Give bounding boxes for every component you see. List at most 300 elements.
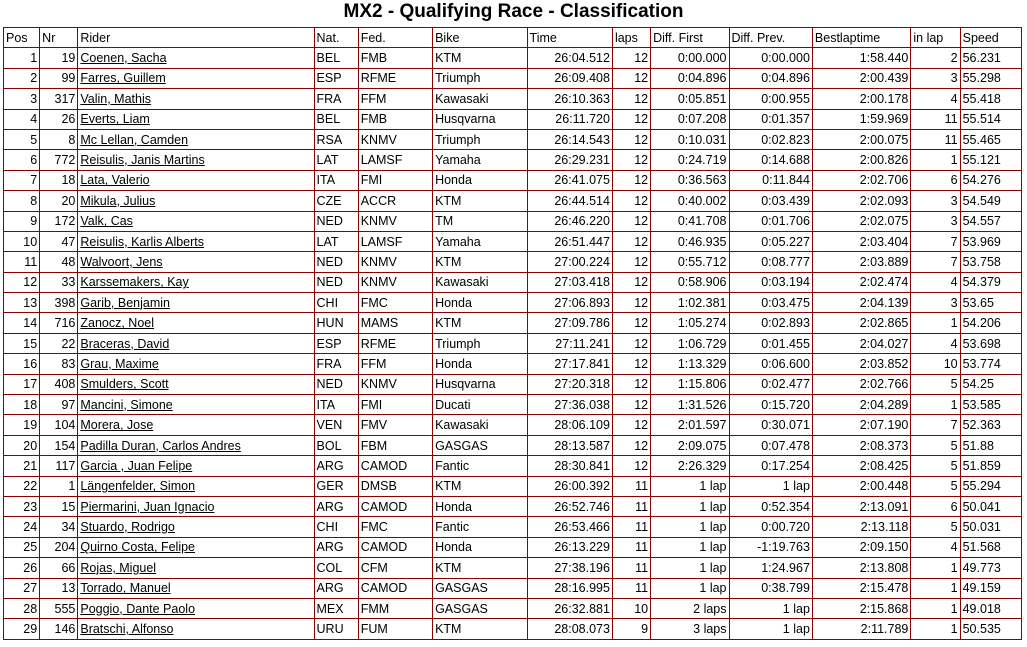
cell-fed: FMM — [358, 598, 432, 618]
cell-diff-first: 1:05.274 — [651, 313, 729, 333]
cell-nat: NED — [314, 211, 358, 231]
cell-bestlaptime: 2:04.027 — [812, 333, 910, 353]
cell-in-lap: 4 — [911, 272, 960, 292]
cell-pos: 11 — [4, 252, 40, 272]
cell-diff-prev: 0:02.823 — [729, 129, 812, 149]
cell-rider — [78, 211, 314, 231]
cell-diff-prev: 0:01.357 — [729, 109, 812, 129]
rider-link[interactable]: Torrado, Manuel — [80, 581, 171, 596]
classification-rows — [4, 48, 1022, 639]
cell-speed: 54.25 — [960, 374, 1021, 394]
cell-diff-first: 3 laps — [651, 619, 729, 639]
cell-time: 28:16.995 — [527, 578, 612, 598]
cell-bestlaptime: 2:02.075 — [812, 211, 910, 231]
header-row — [4, 28, 1022, 48]
table-row — [4, 374, 1022, 394]
cell-bestlaptime: 2:02.706 — [812, 170, 910, 190]
cell-speed: 55.418 — [960, 89, 1021, 109]
cell-nat: LAT — [314, 150, 358, 170]
cell-nat: GER — [314, 476, 358, 496]
classification-table — [3, 27, 1022, 640]
cell-fed: FMC — [358, 517, 432, 537]
cell-rider — [78, 435, 314, 455]
cell-laps: 12 — [612, 191, 650, 211]
cell-bike: Honda — [433, 293, 527, 313]
cell-fed: FMB — [358, 48, 432, 68]
cell-rider — [78, 537, 314, 557]
cell-laps: 12 — [612, 293, 650, 313]
cell-speed: 54.206 — [960, 313, 1021, 333]
cell-diff-prev: 0:03.194 — [729, 272, 812, 292]
cell-in-lap: 7 — [911, 252, 960, 272]
cell-nr: 8 — [40, 129, 78, 149]
cell-time: 28:30.841 — [527, 456, 612, 476]
cell-rider — [78, 231, 314, 251]
cell-bestlaptime: 2:08.373 — [812, 435, 910, 455]
rider-link[interactable]: Reisulis, Karlis Alberts — [80, 234, 205, 249]
cell-rider — [78, 374, 314, 394]
cell-rider — [78, 150, 314, 170]
cell-nr: 104 — [40, 415, 78, 435]
cell-nat: HUN — [314, 313, 358, 333]
table-row — [4, 537, 1022, 557]
cell-in-lap: 10 — [911, 354, 960, 374]
cell-nr: 408 — [40, 374, 78, 394]
cell-laps: 12 — [612, 374, 650, 394]
cell-time: 26:10.363 — [527, 89, 612, 109]
rider-link[interactable]: Poggio, Dante Paolo — [80, 601, 196, 616]
cell-pos: 23 — [4, 496, 40, 516]
cell-in-lap: 1 — [911, 313, 960, 333]
cell-nat: BEL — [314, 48, 358, 68]
cell-pos: 16 — [4, 354, 40, 374]
cell-laps: 10 — [612, 598, 650, 618]
cell-rider — [78, 456, 314, 476]
cell-time: 28:13.587 — [527, 435, 612, 455]
cell-speed: 55.121 — [960, 150, 1021, 170]
cell-diff-prev: 0:14.688 — [729, 150, 812, 170]
cell-fed: RFME — [358, 68, 432, 88]
cell-diff-prev: 0:00.720 — [729, 517, 812, 537]
cell-nat: FRA — [314, 354, 358, 374]
cell-time: 28:06.109 — [527, 415, 612, 435]
cell-pos: 6 — [4, 150, 40, 170]
cell-bike: TM — [433, 211, 527, 231]
cell-bestlaptime: 2:15.868 — [812, 598, 910, 618]
cell-rider — [78, 170, 314, 190]
cell-speed: 53.774 — [960, 354, 1021, 374]
cell-nr: 34 — [40, 517, 78, 537]
cell-nat: NED — [314, 374, 358, 394]
cell-diff-prev: 0:01.706 — [729, 211, 812, 231]
cell-speed: 53.969 — [960, 231, 1021, 251]
cell-pos: 7 — [4, 170, 40, 190]
cell-laps: 12 — [612, 456, 650, 476]
table-row — [4, 619, 1022, 639]
rider-link[interactable]: Valk, Cas — [80, 214, 133, 229]
cell-nat: ARG — [314, 456, 358, 476]
cell-pos: 27 — [4, 578, 40, 598]
cell-fed: CAMOD — [358, 456, 432, 476]
cell-laps: 12 — [612, 109, 650, 129]
cell-time: 26:00.392 — [527, 476, 612, 496]
cell-diff-prev: 0:01.455 — [729, 333, 812, 353]
cell-in-lap: 11 — [911, 109, 960, 129]
cell-rider — [78, 395, 314, 415]
cell-fed: CAMOD — [358, 537, 432, 557]
cell-rider — [78, 129, 314, 149]
cell-fed: FUM — [358, 619, 432, 639]
cell-diff-first: 1 lap — [651, 517, 729, 537]
header-fed: Fed. — [358, 28, 432, 48]
cell-nr: 398 — [40, 293, 78, 313]
cell-fed: FMC — [358, 293, 432, 313]
cell-laps: 12 — [612, 313, 650, 333]
cell-fed: KNMV — [358, 129, 432, 149]
table-row — [4, 333, 1022, 353]
header-diff-prev: Diff. Prev. — [729, 28, 812, 48]
cell-laps: 12 — [612, 415, 650, 435]
cell-bestlaptime: 2:04.289 — [812, 395, 910, 415]
cell-pos: 10 — [4, 231, 40, 251]
cell-nr: 555 — [40, 598, 78, 618]
cell-nr: 48 — [40, 252, 78, 272]
cell-in-lap: 4 — [911, 333, 960, 353]
cell-rider — [78, 293, 314, 313]
cell-pos: 2 — [4, 68, 40, 88]
cell-speed: 52.363 — [960, 415, 1021, 435]
table-row — [4, 293, 1022, 313]
cell-fed: RFME — [358, 333, 432, 353]
cell-nr: 172 — [40, 211, 78, 231]
cell-pos: 20 — [4, 435, 40, 455]
cell-rider — [78, 354, 314, 374]
cell-in-lap: 5 — [911, 517, 960, 537]
cell-in-lap: 1 — [911, 395, 960, 415]
rider-link[interactable]: Grau, Maxime — [80, 356, 159, 371]
cell-diff-prev: 0:17.254 — [729, 456, 812, 476]
cell-nr: 772 — [40, 150, 78, 170]
table-row — [4, 150, 1022, 170]
rider-link[interactable]: Rojas, Miguel — [80, 560, 157, 575]
cell-in-lap: 2 — [911, 48, 960, 68]
cell-time: 26:44.514 — [527, 191, 612, 211]
rider-link[interactable]: Längenfelder, Simon — [80, 479, 196, 494]
cell-diff-prev: 0:15.720 — [729, 395, 812, 415]
cell-speed: 55.514 — [960, 109, 1021, 129]
cell-nr: 66 — [40, 558, 78, 578]
cell-rider — [78, 333, 314, 353]
rider-link[interactable]: Everts, Liam — [80, 112, 150, 127]
cell-nat: LAT — [314, 231, 358, 251]
cell-laps: 11 — [612, 537, 650, 557]
cell-in-lap: 3 — [911, 293, 960, 313]
cell-fed: ACCR — [358, 191, 432, 211]
cell-bike: Triumph — [433, 68, 527, 88]
cell-rider — [78, 415, 314, 435]
cell-nr: 146 — [40, 619, 78, 639]
cell-in-lap: 5 — [911, 435, 960, 455]
cell-time: 26:53.466 — [527, 517, 612, 537]
cell-fed: FMI — [358, 395, 432, 415]
cell-in-lap: 3 — [911, 191, 960, 211]
cell-laps: 12 — [612, 150, 650, 170]
table-row — [4, 517, 1022, 537]
rider-link[interactable]: Garib, Benjamin — [80, 295, 170, 310]
cell-time: 28:08.073 — [527, 619, 612, 639]
cell-in-lap: 4 — [911, 89, 960, 109]
cell-laps: 12 — [612, 170, 650, 190]
cell-in-lap: 1 — [911, 578, 960, 598]
cell-speed: 54.379 — [960, 272, 1021, 292]
cell-diff-first: 0:24.719 — [651, 150, 729, 170]
cell-pos: 19 — [4, 415, 40, 435]
header-speed: Speed — [960, 28, 1021, 48]
cell-time: 27:36.038 — [527, 395, 612, 415]
cell-laps: 12 — [612, 231, 650, 251]
table-row — [4, 170, 1022, 190]
cell-bike: Kawasaki — [433, 415, 527, 435]
cell-bike: Honda — [433, 170, 527, 190]
rider-link[interactable]: Garcia , Juan Felipe — [80, 458, 193, 473]
cell-nr: 13 — [40, 578, 78, 598]
rider-link[interactable]: Bratschi, Alfonso — [80, 622, 174, 637]
cell-speed: 54.557 — [960, 211, 1021, 231]
cell-diff-prev: 0:52.354 — [729, 496, 812, 516]
header-diff-first: Diff. First — [651, 28, 729, 48]
cell-rider — [78, 109, 314, 129]
table-row — [4, 313, 1022, 333]
cell-diff-first: 2:26.329 — [651, 456, 729, 476]
header-laps: laps — [612, 28, 650, 48]
cell-in-lap: 1 — [911, 598, 960, 618]
cell-laps: 11 — [612, 496, 650, 516]
cell-in-lap: 11 — [911, 129, 960, 149]
rider-link[interactable]: Reisulis, Janis Martins — [80, 153, 205, 168]
cell-bike: Kawasaki — [433, 272, 527, 292]
cell-diff-first: 1:13.329 — [651, 354, 729, 374]
cell-fed: LAMSF — [358, 150, 432, 170]
cell-in-lap: 1 — [911, 619, 960, 639]
cell-bestlaptime: 2:02.766 — [812, 374, 910, 394]
cell-pos: 14 — [4, 313, 40, 333]
cell-time: 26:41.075 — [527, 170, 612, 190]
cell-bestlaptime: 2:04.139 — [812, 293, 910, 313]
cell-fed: FBM — [358, 435, 432, 455]
cell-time: 26:52.746 — [527, 496, 612, 516]
rider-link[interactable]: Zanocz, Noel — [80, 316, 155, 331]
cell-rider — [78, 558, 314, 578]
cell-speed: 53.65 — [960, 293, 1021, 313]
cell-nat: NED — [314, 252, 358, 272]
cell-bike: Ducati — [433, 395, 527, 415]
cell-diff-first: 0:36.563 — [651, 170, 729, 190]
cell-bike: Fantic — [433, 456, 527, 476]
cell-bike: Yamaha — [433, 231, 527, 251]
table-row — [4, 598, 1022, 618]
cell-speed: 54.276 — [960, 170, 1021, 190]
cell-in-lap: 7 — [911, 231, 960, 251]
cell-pos: 12 — [4, 272, 40, 292]
cell-fed: FMI — [358, 170, 432, 190]
header-nat: Nat. — [314, 28, 358, 48]
cell-time: 26:04.512 — [527, 48, 612, 68]
cell-laps: 11 — [612, 578, 650, 598]
cell-diff-prev: -1:19.763 — [729, 537, 812, 557]
rider-link[interactable]: Mancini, Simone — [80, 397, 173, 412]
cell-bestlaptime: 2:02.093 — [812, 191, 910, 211]
cell-nat: CHI — [314, 293, 358, 313]
cell-speed: 53.758 — [960, 252, 1021, 272]
cell-time: 27:00.224 — [527, 252, 612, 272]
header-pos: Pos — [4, 28, 40, 48]
cell-diff-first: 2 laps — [651, 598, 729, 618]
rider-link[interactable]: Mc Lellan, Camden — [80, 132, 189, 147]
table-row — [4, 456, 1022, 476]
cell-pos: 17 — [4, 374, 40, 394]
cell-nat: MEX — [314, 598, 358, 618]
header-time: Time — [527, 28, 612, 48]
cell-time: 26:51.447 — [527, 231, 612, 251]
cell-laps: 12 — [612, 272, 650, 292]
cell-fed: CFM — [358, 558, 432, 578]
table-row — [4, 211, 1022, 231]
cell-speed: 53.585 — [960, 395, 1021, 415]
rider-link[interactable]: Lata, Valerio — [80, 173, 150, 188]
table-row — [4, 89, 1022, 109]
rider-link[interactable]: Karssemakers, Kay — [80, 275, 189, 290]
cell-speed: 53.698 — [960, 333, 1021, 353]
cell-bestlaptime: 2:00.826 — [812, 150, 910, 170]
cell-nr: 19 — [40, 48, 78, 68]
rider-link[interactable]: Braceras, David — [80, 336, 170, 351]
cell-bike: GASGAS — [433, 578, 527, 598]
cell-nat: RSA — [314, 129, 358, 149]
cell-diff-first: 1:15.806 — [651, 374, 729, 394]
cell-pos: 29 — [4, 619, 40, 639]
rider-link[interactable]: Padilla Duran, Carlos Andres — [80, 438, 241, 453]
cell-pos: 4 — [4, 109, 40, 129]
cell-diff-first: 0:55.712 — [651, 252, 729, 272]
cell-rider — [78, 68, 314, 88]
rider-link[interactable]: Valin, Mathis — [80, 91, 151, 106]
cell-pos: 22 — [4, 476, 40, 496]
cell-fed: MAMS — [358, 313, 432, 333]
cell-nr: 1 — [40, 476, 78, 496]
cell-diff-prev: 1 lap — [729, 598, 812, 618]
page-title: MX2 - Qualifying Race - Classification — [343, 1, 684, 22]
cell-nr: 33 — [40, 272, 78, 292]
cell-diff-prev: 1:24.967 — [729, 558, 812, 578]
cell-bestlaptime: 2:00.178 — [812, 89, 910, 109]
table-row — [4, 48, 1022, 68]
cell-nr: 20 — [40, 191, 78, 211]
cell-diff-first: 0:41.708 — [651, 211, 729, 231]
cell-pos: 26 — [4, 558, 40, 578]
cell-bike: KTM — [433, 476, 527, 496]
cell-time: 26:46.220 — [527, 211, 612, 231]
cell-laps: 12 — [612, 48, 650, 68]
rider-link[interactable]: Piermarini, Juan Ignacio — [80, 499, 215, 514]
cell-diff-first: 0:00.000 — [651, 48, 729, 68]
cell-time: 27:03.418 — [527, 272, 612, 292]
cell-bike: Fantic — [433, 517, 527, 537]
rider-link[interactable]: Quirno Costa, Felipe — [80, 540, 195, 555]
cell-bike: Honda — [433, 537, 527, 557]
cell-nr: 83 — [40, 354, 78, 374]
rider-link[interactable]: Farres, Guillem — [80, 71, 166, 86]
cell-fed: KNMV — [358, 211, 432, 231]
rider-link[interactable]: Morera, Jose — [80, 418, 154, 433]
cell-nat: NED — [314, 272, 358, 292]
cell-bestlaptime: 2:13.808 — [812, 558, 910, 578]
cell-pos: 24 — [4, 517, 40, 537]
cell-diff-first: 0:46.935 — [651, 231, 729, 251]
cell-nr: 15 — [40, 496, 78, 516]
cell-in-lap: 5 — [911, 456, 960, 476]
cell-nat: COL — [314, 558, 358, 578]
cell-diff-first: 0:10.031 — [651, 129, 729, 149]
rider-link[interactable]: Walvoort, Jens — [80, 254, 163, 269]
cell-rider — [78, 48, 314, 68]
table-row — [4, 415, 1022, 435]
rider-link[interactable]: Stuardo, Rodrigo — [80, 520, 175, 535]
cell-in-lap: 5 — [911, 374, 960, 394]
rider-link[interactable]: Coenen, Sacha — [80, 51, 167, 66]
cell-bike: Honda — [433, 496, 527, 516]
cell-diff-prev: 0:03.475 — [729, 293, 812, 313]
cell-diff-first: 1 lap — [651, 496, 729, 516]
cell-bestlaptime: 2:15.478 — [812, 578, 910, 598]
cell-nat: ARG — [314, 537, 358, 557]
cell-bike: Husqvarna — [433, 109, 527, 129]
cell-diff-first: 1 lap — [651, 578, 729, 598]
cell-diff-first: 0:07.208 — [651, 109, 729, 129]
cell-pos: 9 — [4, 211, 40, 231]
cell-rider — [78, 252, 314, 272]
rider-link[interactable]: Smulders, Scott — [80, 377, 169, 392]
cell-time: 26:32.881 — [527, 598, 612, 618]
cell-speed: 55.465 — [960, 129, 1021, 149]
cell-bestlaptime: 2:13.118 — [812, 517, 910, 537]
cell-diff-first: 1:31.526 — [651, 395, 729, 415]
cell-bike: KTM — [433, 558, 527, 578]
cell-speed: 51.859 — [960, 456, 1021, 476]
table-row — [4, 578, 1022, 598]
cell-rider — [78, 496, 314, 516]
cell-diff-first: 1 lap — [651, 476, 729, 496]
cell-bike: Husqvarna — [433, 374, 527, 394]
cell-rider — [78, 191, 314, 211]
cell-speed: 49.159 — [960, 578, 1021, 598]
cell-bike: GASGAS — [433, 435, 527, 455]
cell-bike: Triumph — [433, 129, 527, 149]
cell-speed: 55.294 — [960, 476, 1021, 496]
table-row — [4, 395, 1022, 415]
cell-nr: 716 — [40, 313, 78, 333]
cell-bestlaptime: 2:08.425 — [812, 456, 910, 476]
cell-diff-first: 2:09.075 — [651, 435, 729, 455]
cell-nat: ARG — [314, 496, 358, 516]
cell-diff-prev: 0:08.777 — [729, 252, 812, 272]
rider-link[interactable]: Mikula, Julius — [80, 193, 156, 208]
cell-time: 27:17.841 — [527, 354, 612, 374]
cell-time: 26:13.229 — [527, 537, 612, 557]
table-row — [4, 496, 1022, 516]
cell-time: 26:11.720 — [527, 109, 612, 129]
cell-rider — [78, 578, 314, 598]
cell-bestlaptime: 2:03.852 — [812, 354, 910, 374]
